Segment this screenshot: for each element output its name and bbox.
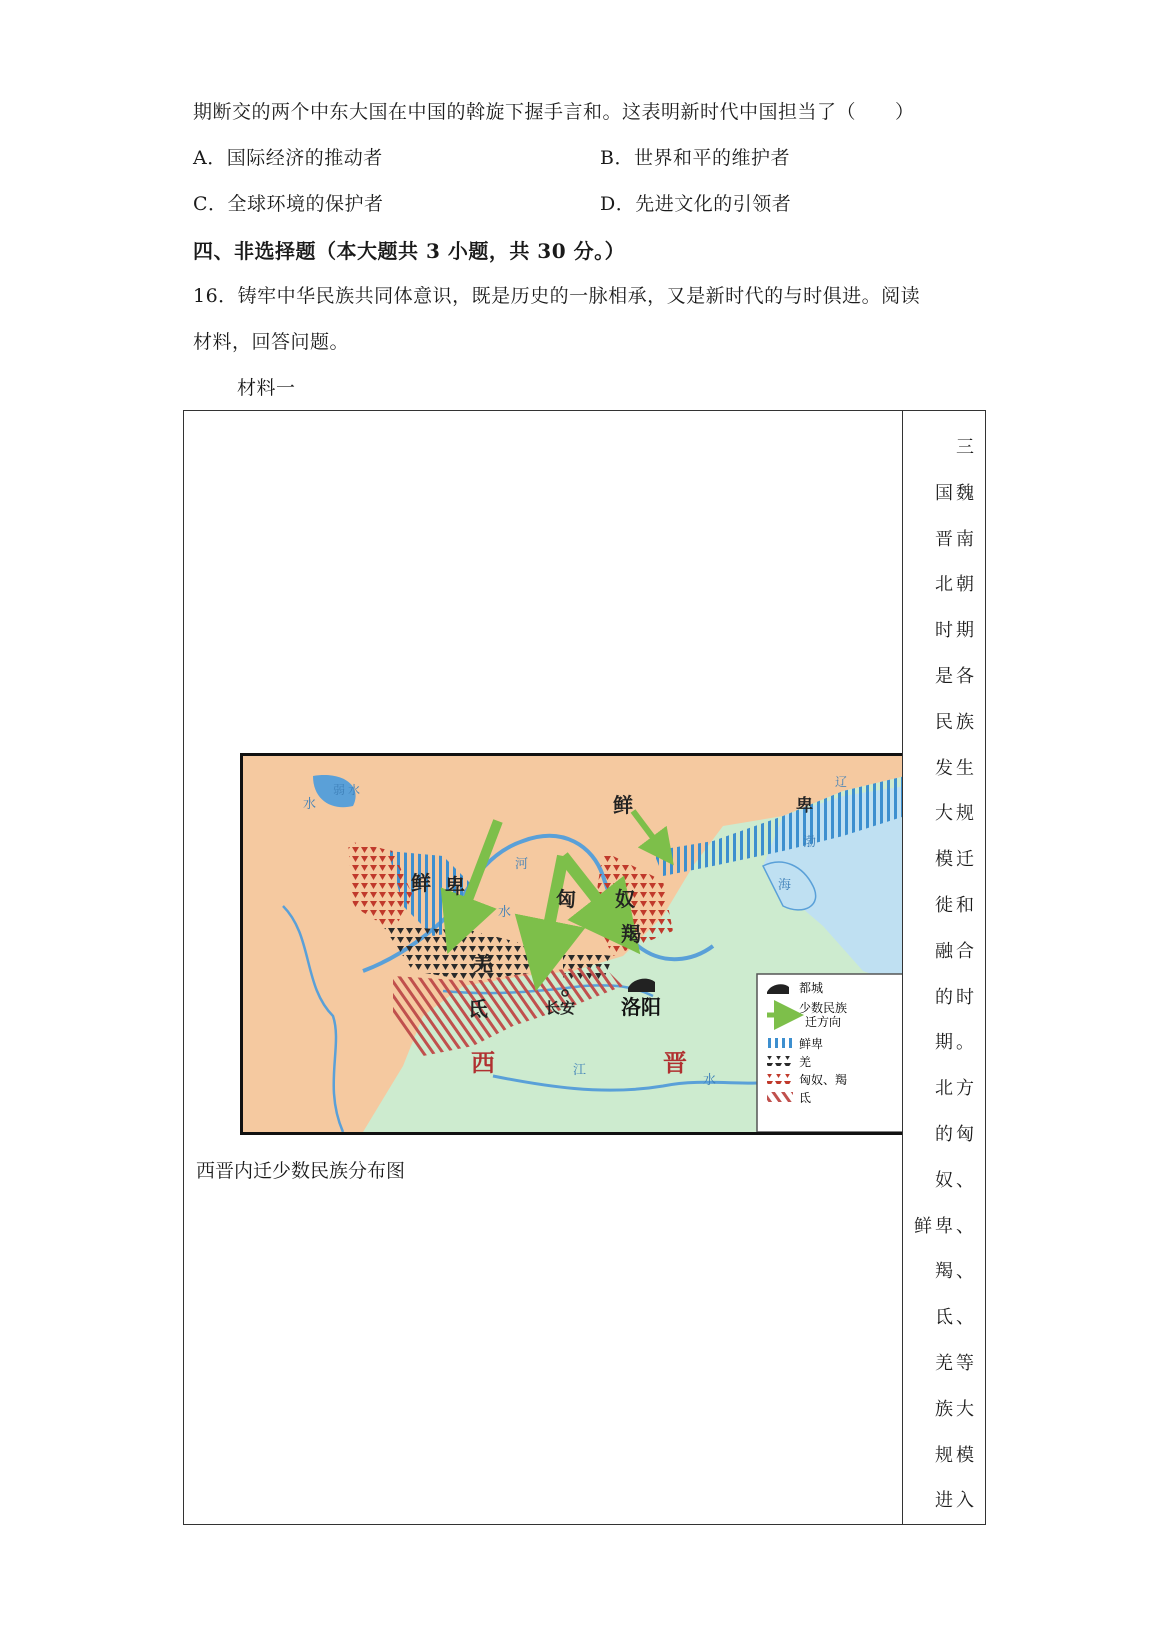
side-text-line: 的时 bbox=[935, 986, 977, 1008]
map-label-liao: 辽 bbox=[835, 775, 848, 789]
side-text-line: 族大 bbox=[935, 1398, 977, 1420]
map-label-bo: 渤 bbox=[803, 835, 817, 850]
map-label-xiongnu-2: 奴 bbox=[615, 887, 635, 911]
side-text-line: 鲜卑、 bbox=[914, 1215, 977, 1237]
map-label-hai: 海 bbox=[778, 878, 792, 893]
legend-migration-1: 少数民族 bbox=[799, 1001, 848, 1015]
material-table bbox=[183, 410, 986, 1525]
legend-capital: 都城 bbox=[799, 981, 824, 995]
map-label-changan: 长安 bbox=[545, 999, 576, 1017]
map-label-he: 河 bbox=[515, 857, 529, 872]
map-caption: 西晋内迁少数民族分布图 bbox=[196, 1160, 406, 1182]
side-text-line: 的匈 bbox=[935, 1124, 977, 1145]
legend-migration-2: 迁方向 bbox=[805, 1015, 842, 1029]
side-text-line: 大规 bbox=[935, 803, 977, 825]
option-d: D．先进文化的引领者 bbox=[600, 193, 792, 215]
section-title: 四、非选择题（本大题共 3 小题，共 30 分。） bbox=[193, 239, 626, 263]
side-text-line: 期。 bbox=[935, 1032, 977, 1054]
map-label-ruo2: 水 bbox=[348, 783, 361, 797]
map-label-xianbei-ne-1: 鲜 bbox=[613, 793, 633, 817]
map-label-xiongnu-1: 匈 bbox=[556, 887, 576, 911]
map-label-xi: 西 bbox=[471, 1048, 495, 1077]
map-legend bbox=[757, 974, 902, 1132]
map-label-ruo: 弱 bbox=[333, 783, 346, 797]
map-label-luoyang: 洛阳 bbox=[621, 995, 661, 1019]
map-label-jie: 羯 bbox=[621, 922, 641, 946]
side-text-line: 进入 bbox=[935, 1490, 977, 1512]
material-side-column bbox=[902, 411, 985, 1524]
map-label-shui2: 水 bbox=[303, 797, 317, 812]
question-tail: 期断交的两个中东大国在中国的斡旋下握手言和。这表明新时代中国担当了（ ） bbox=[193, 101, 915, 123]
legend-di: 氐 bbox=[799, 1091, 812, 1105]
map-label-jin: 晋 bbox=[663, 1048, 687, 1077]
material-label: 材料一 bbox=[237, 377, 296, 399]
side-text-line: 晋南 bbox=[935, 528, 977, 550]
map-label-xianbei-w-2: 卑 bbox=[445, 874, 465, 898]
side-text-line: 羌等 bbox=[935, 1353, 977, 1374]
side-text-line: 奴、 bbox=[935, 1169, 977, 1191]
side-text-line: 规模 bbox=[935, 1444, 977, 1466]
side-text-line: 三 bbox=[956, 437, 977, 458]
option-a: A．国际经济的推动者 bbox=[193, 147, 383, 169]
side-text-line: 北朝 bbox=[935, 574, 977, 596]
legend-xianbei: 鲜卑 bbox=[799, 1037, 824, 1051]
map-label-shui3: 水 bbox=[703, 1073, 717, 1088]
map-label-xianbei-ne-2: 卑 bbox=[796, 796, 813, 816]
side-text-line: 羯、 bbox=[935, 1261, 977, 1283]
map-svg bbox=[243, 756, 902, 1132]
option-c: C．全球环境的保护者 bbox=[193, 193, 384, 215]
map-label-jiang: 江 bbox=[573, 1063, 587, 1078]
legend-qiang: 羌 bbox=[799, 1055, 812, 1069]
map-label-qiang: 羌 bbox=[473, 952, 493, 976]
side-text-line: 民族 bbox=[935, 711, 977, 733]
side-text-line: 徙和 bbox=[935, 895, 977, 916]
question-16-line1: 16．铸牢中华民族共同体意识，既是历史的一脉相承，又是新时代的与时俱进。阅读 bbox=[193, 285, 921, 307]
map-label-xianbei-w-1: 鲜 bbox=[411, 871, 431, 895]
map-label-di: 氐 bbox=[468, 997, 488, 1021]
side-text-line: 时期 bbox=[935, 620, 977, 642]
side-text-line: 模迁 bbox=[935, 849, 977, 871]
question-16-line2: 材料，回答问题。 bbox=[193, 331, 350, 353]
side-text-line: 北方 bbox=[935, 1078, 977, 1100]
option-b: B．世界和平的维护者 bbox=[600, 147, 790, 169]
side-text-line: 氐、 bbox=[935, 1307, 977, 1329]
legend-xiongnu-jie: 匈奴、羯 bbox=[799, 1073, 848, 1087]
side-text-line: 融合 bbox=[935, 940, 977, 962]
side-text-line: 发生 bbox=[935, 757, 977, 779]
side-text-line: 国魏 bbox=[935, 482, 977, 504]
map-label-shui: 水 bbox=[498, 905, 512, 920]
side-text-line: 是各 bbox=[935, 666, 977, 687]
map-image bbox=[240, 753, 902, 1135]
